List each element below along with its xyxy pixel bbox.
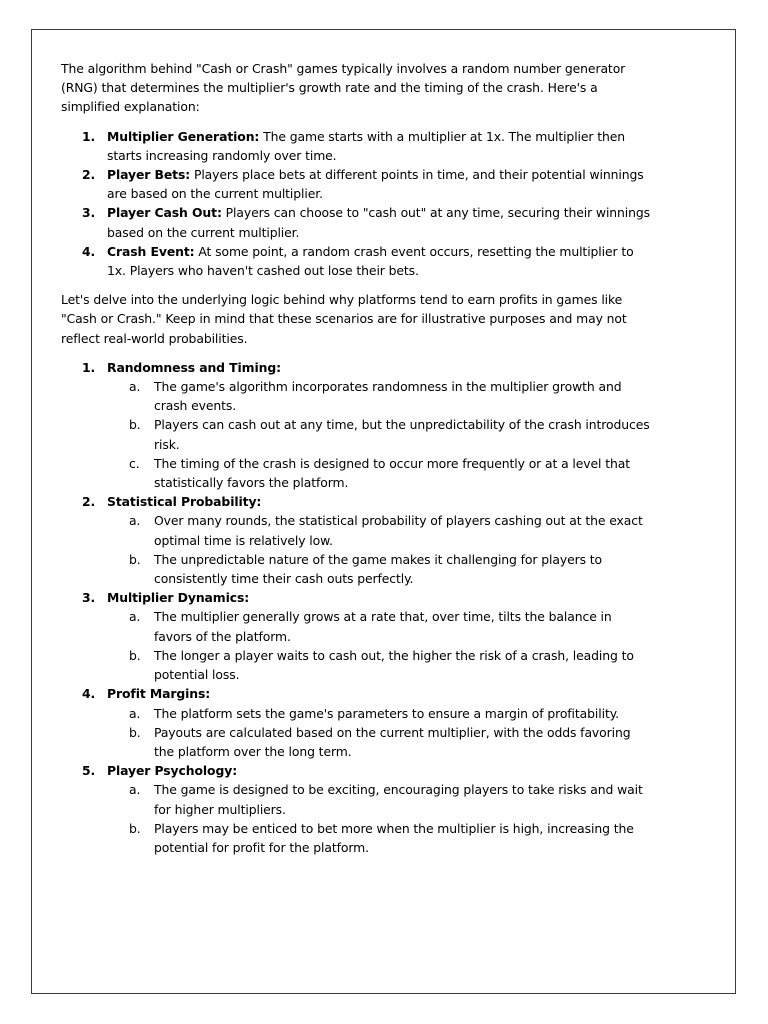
sub-item: [107, 550, 651, 588]
sub-item-letter: a.: [129, 609, 141, 625]
sub-item-text: The game's algorithm incorporates randomness in the multiplier growth and crash events.: [154, 379, 622, 414]
logic-paragraph: Let's delve into the underlying logic behind why platforms tend to earn profits in games like "Cash or Crash." Keep in mind that these scenarios are for illustrative purposes and may not reflect real-world probabilities.: [61, 292, 627, 346]
sub-item: [107, 607, 651, 645]
step-text: At some point, a random crash event occurs, resetting the multiplier to 1x. Players who haven't cashed out lose their bets.: [107, 243, 634, 279]
sub-item-letter: b.: [129, 551, 141, 567]
sub-item-text: The longer a player waits to cash out, the higher the risk of a crash, leading to potential loss.: [154, 647, 634, 683]
sub-item: [107, 415, 651, 453]
step-number: 4.: [82, 243, 96, 259]
sub-item-text: Players may be enticed to bet more when the multiplier is high, increasing the potential for profit for the platform.: [154, 820, 634, 855]
step-title: Multiplier Generation:: [107, 128, 260, 144]
reason-item: [61, 588, 651, 684]
reason-sublist: [107, 780, 651, 857]
step-title: Player Bets:: [107, 167, 191, 183]
sub-item: [107, 377, 651, 415]
sub-item-letter: b.: [129, 724, 141, 740]
step-number: 3.: [82, 205, 96, 221]
sub-item-letter: b.: [129, 820, 141, 836]
reason-sublist: [107, 377, 651, 492]
document-body: [61, 59, 651, 857]
reason-number: 5.: [82, 763, 96, 779]
steps-list: [61, 127, 651, 281]
sub-item-letter: a.: [129, 705, 141, 721]
reason-sublist: [107, 704, 651, 762]
step-item: [61, 127, 651, 165]
sub-item-text: The unpredictable nature of the game makes it challenging for players to consistently time their cash outs perfectly.: [154, 551, 603, 587]
step-text: Players place bets at different points in time, and their potential winnings are based on the current multiplier.: [107, 167, 644, 202]
sub-item: [107, 723, 651, 761]
step-item: [61, 165, 651, 203]
reason-number: 2.: [82, 494, 96, 510]
sub-item-letter: a.: [129, 513, 141, 529]
reason-item: [61, 761, 651, 857]
sub-item-text: Over many rounds, the statistical probability of players cashing out at the exact optimal time is relatively low.: [154, 513, 643, 548]
intro-paragraph: The algorithm behind "Cash or Crash" games typically involves a random number generator (RNG) that determines the multiplier's growth rate and the timing of the crash. Here's a simplified explanation:: [61, 61, 626, 115]
reason-title: Player Psychology:: [107, 763, 238, 779]
reason-number: 1.: [82, 359, 96, 375]
reason-sublist: [107, 511, 651, 588]
sub-item-text: The game is designed to be exciting, encouraging players to take risks and wait for higher multipliers.: [154, 782, 643, 817]
reason-item: [61, 684, 651, 761]
reason-title: Randomness and Timing:: [107, 359, 281, 375]
step-number: 1.: [82, 128, 96, 144]
step-number: 2.: [82, 167, 96, 183]
reason-sublist: [107, 607, 651, 684]
sub-item-text: The timing of the crash is designed to occur more frequently or at a level that statistically favors the platform.: [154, 455, 631, 491]
step-title: Crash Event:: [107, 243, 195, 259]
sub-item: [107, 511, 651, 549]
sub-item-letter: c.: [129, 455, 140, 471]
sub-item: [107, 780, 651, 818]
sub-item-letter: a.: [129, 379, 141, 395]
reason-title: Statistical Probability:: [107, 494, 262, 510]
step-item: [61, 242, 651, 280]
step-text: The game starts with a multiplier at 1x. The multiplier then starts increasing randomly over time.: [107, 128, 626, 163]
sub-item: [107, 454, 651, 492]
sub-item-letter: a.: [129, 782, 141, 798]
sub-item-text: The multiplier generally grows at a rate that, over time, tilts the balance in favors of the platform.: [154, 609, 612, 644]
sub-item: [107, 819, 651, 857]
reasons-list: [61, 358, 651, 857]
step-item: [61, 203, 651, 241]
sub-item: [107, 704, 651, 723]
step-text: Players can choose to "cash out" at any time, securing their winnings based on the current multiplier.: [107, 205, 651, 240]
sub-item-letter: b.: [129, 417, 141, 433]
reason-item: [61, 492, 651, 588]
reason-title: Profit Margins:: [107, 686, 211, 702]
reason-title: Multiplier Dynamics:: [107, 590, 250, 606]
sub-item-letter: b.: [129, 647, 141, 663]
sub-item-text: Players can cash out at any time, but the unpredictability of the crash introduces risk.: [154, 417, 650, 452]
reason-number: 4.: [82, 686, 96, 702]
step-title: Player Cash Out:: [107, 205, 222, 221]
reason-number: 3.: [82, 590, 96, 606]
sub-item-text: Payouts are calculated based on the current multiplier, with the odds favoring the platform over the long term.: [154, 724, 631, 759]
reason-item: [61, 358, 651, 492]
sub-item-text: The platform sets the game's parameters to ensure a margin of profitability.: [154, 705, 620, 721]
sub-item: [107, 646, 651, 684]
